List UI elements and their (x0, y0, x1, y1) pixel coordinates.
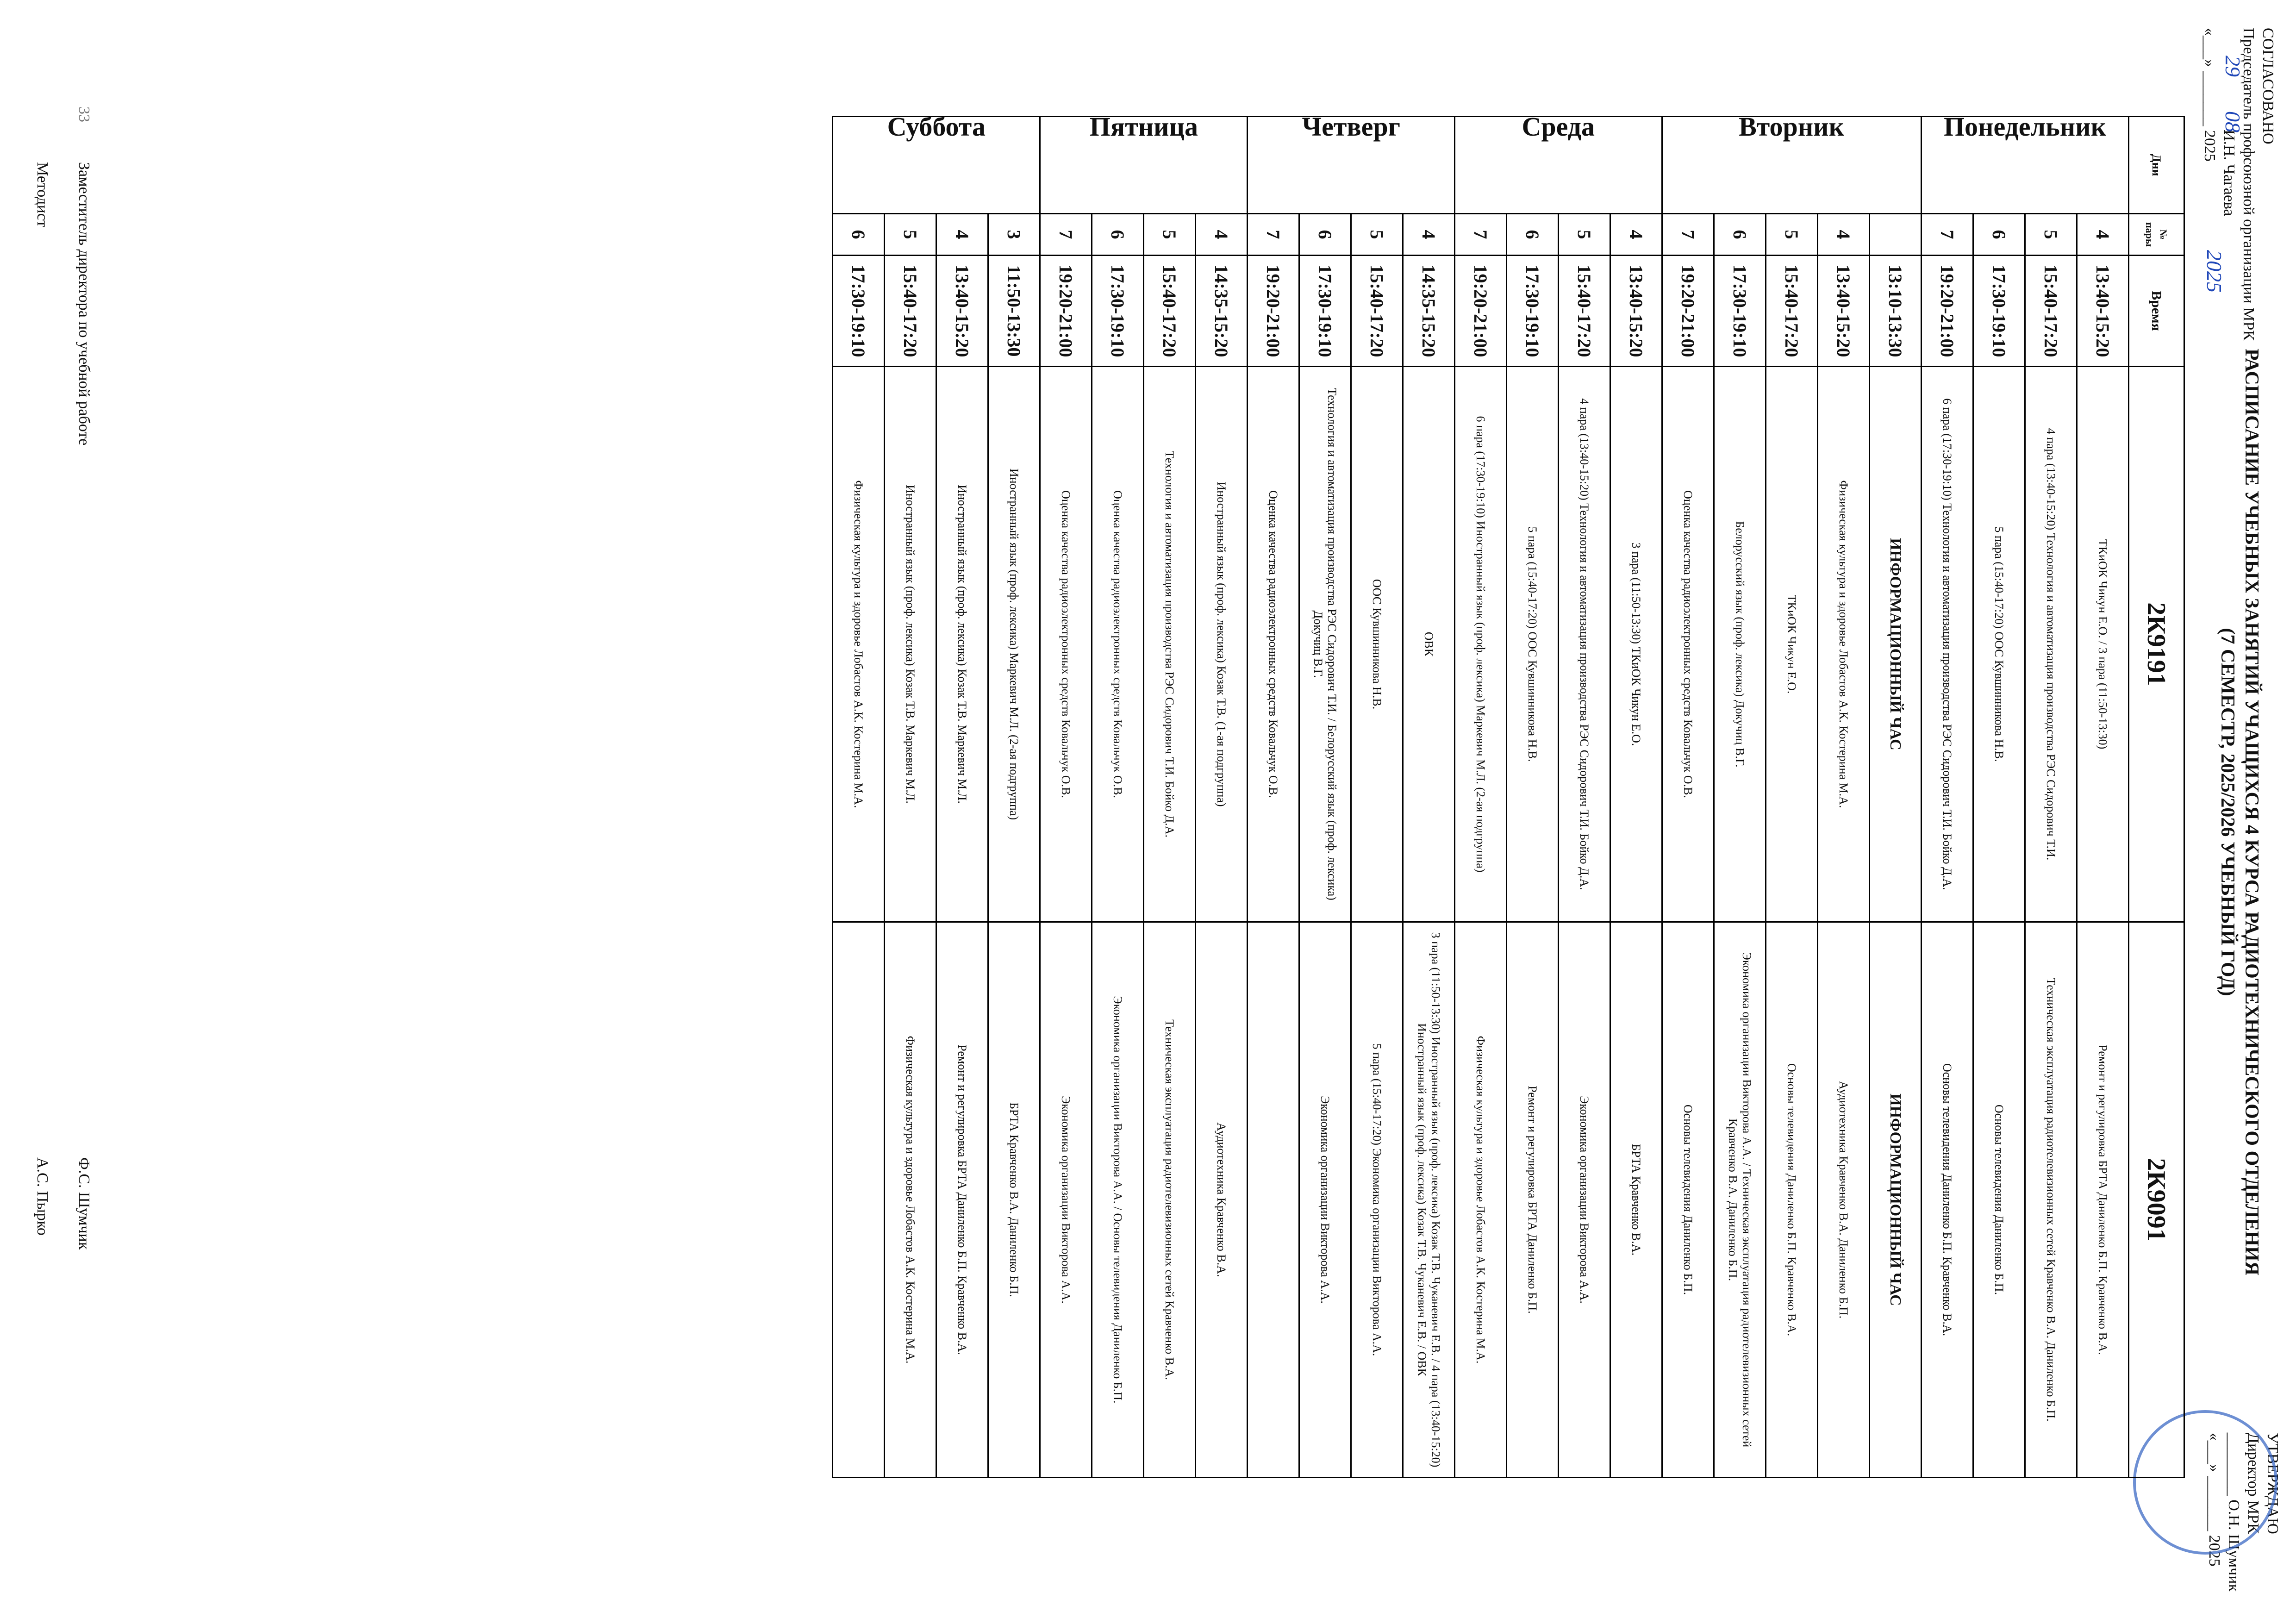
day-cell (1455, 112, 1662, 214)
table-row (1403, 117, 1455, 1478)
lesson-number: 4 (1610, 214, 1662, 256)
methodist-title: Методист (34, 162, 51, 227)
table-row (1559, 117, 1610, 1478)
day-cell (833, 112, 1040, 214)
lesson-number: 5 (885, 214, 936, 256)
table-row (1610, 117, 1662, 1478)
lesson-number: 6 (1507, 214, 1559, 256)
page-mark: 33 (75, 106, 93, 122)
table-row (2077, 117, 2129, 1478)
lesson-number: 5 (1351, 214, 1403, 256)
deputy-title: Заместитель директора по учебной работе (75, 162, 93, 446)
approval-left-line: «___» _______ 2025 (2201, 28, 2218, 162)
lesson-time: 15:40-17:20 (2025, 256, 2077, 367)
table-row (988, 117, 1040, 1478)
group-1-lesson: Физическая культура и здоровье Лобастов А.К. Костерина М.А. (1818, 367, 1870, 922)
group-1-lesson: 5 пара (15:40-17:20) ООС Кувшинникова Н.В. (1507, 367, 1559, 922)
schedule-table (832, 112, 2185, 1478)
lesson-number: 4 (1196, 214, 1248, 256)
col-num-header: № пары (2129, 214, 2184, 256)
group-2-lesson (833, 922, 885, 1478)
page-title (2215, 0, 2264, 1624)
lesson-time: 19:20-21:00 (1248, 256, 1299, 367)
group-1-lesson: 6 пара (17:30-19:10) Иностранный язык (проф. лексика) Маркевич М.Л. (2-ая подгруппа) (1455, 367, 1507, 922)
table-row (1714, 117, 1766, 1478)
lesson-time: 17:30-19:10 (833, 256, 885, 367)
table-header-row (2129, 117, 2184, 1478)
group-1-lesson: 4 пара (13:40-15:20) Технология и автоматизация производства РЭС Сидорович Т.И. Бойко Д.А. (1559, 367, 1610, 922)
lesson-number: 6 (1092, 214, 1144, 256)
group-2-lesson: Экономика организации Викторова А.А. (1559, 922, 1610, 1478)
table-row (1766, 117, 1818, 1478)
group-2-lesson: Экономика организации Викторова А.А. (1299, 922, 1351, 1478)
lesson-number: 5 (1144, 214, 1196, 256)
lesson-number: 4 (2077, 214, 2129, 256)
handwritten-day: 29 (2221, 56, 2245, 77)
group-2-lesson: Основы телевидения Даниленко Б.П. (1662, 922, 1714, 1478)
group-1-lesson: Оценка качества радиоэлектронных средств Ковальчук О.В. (1662, 367, 1714, 922)
group-1-lesson: Иностранный язык (проф. лексика) Маркевич М.Л. (2-ая подгруппа) (988, 367, 1040, 922)
day-cell (1040, 112, 1248, 214)
lesson-time: 15:40-17:20 (1766, 256, 1818, 367)
col-time-header: Время (2129, 256, 2184, 367)
table-row (1196, 117, 1248, 1478)
handwritten-month: 08 (2221, 111, 2245, 132)
group-1-lesson: Технология и автоматизация производства РЭС Сидорович Т.И. / Белорусский язык (проф. лексика) Докучиц В.Г. (1299, 367, 1351, 922)
lesson-number: 4 (936, 214, 988, 256)
lesson-number: 6 (1299, 214, 1351, 256)
lesson-time: 17:30-19:10 (1299, 256, 1351, 367)
lesson-number: 4 (1818, 214, 1870, 256)
group-1-lesson: Оценка качества радиоэлектронных средств Ковальчук О.В. (1248, 367, 1299, 922)
table-row (936, 117, 988, 1478)
day-cell (1922, 112, 2129, 214)
lesson-time: 19:20-21:00 (1662, 256, 1714, 367)
table-row (1973, 117, 2025, 1478)
group-2-lesson (1248, 922, 1299, 1478)
lesson-number: 5 (2025, 214, 2077, 256)
group-2-lesson: 3 пара (11:50-13:30) Иностранный язык (проф. лексика) Козак Т.В. Чуканевич Е.В. / 4 пара (13:40-15:20) Иностранный язык (проф. лексика) Козак Т.В. Чуканевич Е.В. / ОВК (1403, 922, 1455, 1478)
lesson-number: 6 (1973, 214, 2025, 256)
group-2-lesson: Аудиотехника Кравченко В.А. Даниленко Б.П. (1818, 922, 1870, 1478)
table-row (1144, 117, 1196, 1478)
group-2-lesson: Техническая эксплуатация радиотелевизионных сетей Кравченко В.А. (1144, 922, 1196, 1478)
lesson-number: 7 (1040, 214, 1092, 256)
group-2-lesson: Экономика организации Викторова А.А. (1040, 922, 1092, 1478)
table-row (1299, 117, 1351, 1478)
table-row (2025, 117, 2077, 1478)
group-1-lesson: Иностранный язык (проф. лексика) Козак Т.В. (1-ая подгруппа) (1196, 367, 1248, 922)
group-1-lesson: 3 пара (11:50-13:30) ТКиОК Чикун Е.О. (1610, 367, 1662, 922)
lesson-number: 3 (988, 214, 1040, 256)
group-1-lesson: Физическая культура и здоровье Лобастов А.К. Костерина М.А. (833, 367, 885, 922)
table-row (1870, 117, 1922, 1478)
group-1-lesson: 6 пара (17:30-19:10) Технология и автоматизация производства РЭС Сидорович Т.И. Бойко Д.А. (1922, 367, 1973, 922)
group-2-lesson: 5 пара (15:40-17:20) Экономика организации Викторова А.А. (1351, 922, 1403, 1478)
table-row (885, 117, 936, 1478)
lesson-time: 15:40-17:20 (1351, 256, 1403, 367)
group-1-lesson: ТКиОК Чикун Е.О. / 3 пара (11:50-13:30) (2077, 367, 2129, 922)
group-1-lesson: ТКиОК Чикун Е.О. (1766, 367, 1818, 922)
methodist-name: А.С. Пырко (34, 1157, 51, 1236)
table-row (1818, 117, 1870, 1478)
group-2-lesson: Физическая культура и здоровье Лобастов А.К. Костерина М.А. (885, 922, 936, 1478)
title-line: (7 СЕМЕСТР, 2025/2026 УЧЕБНЫЙ ГОД) (2217, 628, 2238, 996)
lesson-time: 15:40-17:20 (1144, 256, 1196, 367)
approval-left-line: Председатель профсоюзной организации МРК (2240, 28, 2257, 341)
group-1-lesson: 5 пара (15:40-17:20) ООС Кувшинникова Н.В. (1973, 367, 2025, 922)
group-1-lesson: Оценка качества радиоэлектронных средств Ковальчук О.В. (1092, 367, 1144, 922)
lesson-time: 17:30-19:10 (1714, 256, 1766, 367)
group-1-lesson: ОВК (1403, 367, 1455, 922)
group-2-lesson: Основы телевидения Даниленко Б.П. Кравченко В.А. (1766, 922, 1818, 1478)
approval-right-line: УТВЕРЖДАЮ (2264, 1432, 2281, 1534)
lesson-time: 13:40-15:20 (1610, 256, 1662, 367)
lesson-time: 11:50-13:30 (988, 256, 1040, 367)
group-1-lesson: Иностранный язык (проф. лексика) Козак Т.В. Маркевич М.Л. (936, 367, 988, 922)
lesson-time: 13:40-15:20 (1818, 256, 1870, 367)
group-1-lesson: Белорусский язык (проф. лексика) Докучиц В.Г. (1714, 367, 1766, 922)
lesson-time: 17:30-19:10 (1507, 256, 1559, 367)
group-2-lesson: Основы телевидения Даниленко Б.П. (1973, 922, 2025, 1478)
lesson-number: 7 (1922, 214, 1973, 256)
lesson-time: 13:40-15:20 (2077, 256, 2129, 367)
lesson-time: 19:20-21:00 (1040, 256, 1092, 367)
day-name: Вторник (1739, 112, 1845, 142)
group-2-lesson: Техническая эксплуатация радиотелевизионных сетей Кравченко В.А. Даниленко Б.П. (2025, 922, 2077, 1478)
lesson-time: 17:30-19:10 (1092, 256, 1144, 367)
lesson-time: 19:20-21:00 (1455, 256, 1507, 367)
day-name: Суббота (887, 112, 986, 142)
lesson-time: 19:20-21:00 (1922, 256, 1973, 367)
group-1-lesson: ООС Кувшинникова Н.В. (1351, 367, 1403, 922)
approval-right-line: Директор МРК (2245, 1432, 2262, 1534)
table-row (1507, 117, 1559, 1478)
lesson-time: 15:40-17:20 (1559, 256, 1610, 367)
group-2-lesson: БРТА Кравченко В.А. (1610, 922, 1662, 1478)
approval-right-line: ________ О.Н. Шумчик (2225, 1432, 2242, 1592)
group-2-lesson: Физическая культура и здоровье Лобастов А.К. Костерина М.А. (1455, 922, 1507, 1478)
day-cell (1248, 112, 1455, 214)
lesson-time: 14:35-15:20 (1196, 256, 1248, 367)
day-cell (1662, 112, 1922, 214)
lesson-time: 13:40-15:20 (936, 256, 988, 367)
group-1-lesson: Оценка качества радиоэлектронных средств Ковальчук О.В. (1040, 367, 1092, 922)
group-1-lesson: 4 пара (13:40-15:20) Технология и автоматизация производства РЭС Сидорович Т.И. (2025, 367, 2077, 922)
lesson-number: 7 (1248, 214, 1299, 256)
day-name: Пятница (1089, 112, 1198, 142)
lesson-number: 6 (1714, 214, 1766, 256)
day-name: Понедельник (1943, 112, 2107, 142)
group-2-lesson: Аудиотехника Кравченко В.А. (1196, 922, 1248, 1478)
group-1-lesson: ИНФОРМАЦИОННЫЙ ЧАС (1870, 367, 1922, 922)
lesson-number: 5 (1559, 214, 1610, 256)
table-row (1922, 117, 1973, 1478)
group-2-lesson: Экономика организации Викторова А.А. / Техническая эксплуатация радиотелевизионных сетей Кравченко В.А. Даниленко Б.П. (1714, 922, 1766, 1478)
group-2-lesson: Ремонт и регулировка БРТА Даниленко Б.П. Кравченко В.А. (936, 922, 988, 1478)
day-name: Среда (1522, 112, 1595, 142)
table-row (1455, 117, 1507, 1478)
table-row (1040, 117, 1092, 1478)
table-row (1248, 117, 1299, 1478)
approval-right-line: «___» _______ 2025 (2206, 1432, 2223, 1567)
lesson-number: 5 (1766, 214, 1818, 256)
group-1-lesson: Технология и автоматизация производства РЭС Сидорович Т.И. Бойко Д.А. (1144, 367, 1196, 922)
lesson-time: 14:35-15:20 (1403, 256, 1455, 367)
group-1-header: 2К9191 (2129, 367, 2184, 922)
group-2-header: 2К9091 (2129, 922, 2184, 1478)
group-2-lesson: Ремонт и регулировка БРТА Даниленко Б.П. (1507, 922, 1559, 1478)
table-row (1092, 117, 1144, 1478)
group-2-lesson: Ремонт и регулировка БРТА Даниленко Б.П. Кравченко В.А. (2077, 922, 2129, 1478)
table-row (833, 117, 885, 1478)
table-row (1662, 117, 1714, 1478)
approval-left-line: И.Н. Чагаева (2221, 130, 2238, 216)
group-2-lesson: ИНФОРМАЦИОННЫЙ ЧАС (1870, 922, 1922, 1478)
lesson-number: 6 (833, 214, 885, 256)
lesson-number (1870, 214, 1922, 256)
deputy-name: Ф.С. Шумчик (75, 1157, 93, 1250)
lesson-time: 13:10-13:30 (1870, 256, 1922, 367)
group-2-lesson: Основы телевидения Даниленко Б.П. Кравченко В.А. (1922, 922, 1973, 1478)
group-1-lesson: Иностранный язык (проф. лексика) Козак Т.В. Маркевич М.Л. (885, 367, 936, 922)
day-name: Четверг (1302, 112, 1400, 142)
lesson-time: 15:40-17:20 (885, 256, 936, 367)
approval-left-line: СОГЛАСОВАНО (2259, 28, 2277, 144)
lesson-number: 7 (1455, 214, 1507, 256)
lesson-number: 4 (1403, 214, 1455, 256)
deputy-signature-line (75, 162, 93, 445)
col-days-header: Дни (2129, 117, 2184, 214)
lesson-time: 17:30-19:10 (1973, 256, 2025, 367)
title-line: РАСПИСАНИЕ УЧЕБНЫХ ЗАНЯТИЙ УЧАЩИХСЯ 4 КУРСА РАДИОТЕХНИЧЕСКОГО ОТДЕЛЕНИЯ (2241, 349, 2262, 1275)
table-row (1351, 117, 1403, 1478)
handwritten-year: 2025 (2202, 250, 2226, 293)
group-2-lesson: БРТА Кравченко В.А. Даниленко Б.П. (988, 922, 1040, 1478)
lesson-number: 7 (1662, 214, 1714, 256)
group-2-lesson: Экономика организации Викторова А.А. / Основы телевидения Даниленко Б.П. (1092, 922, 1144, 1478)
